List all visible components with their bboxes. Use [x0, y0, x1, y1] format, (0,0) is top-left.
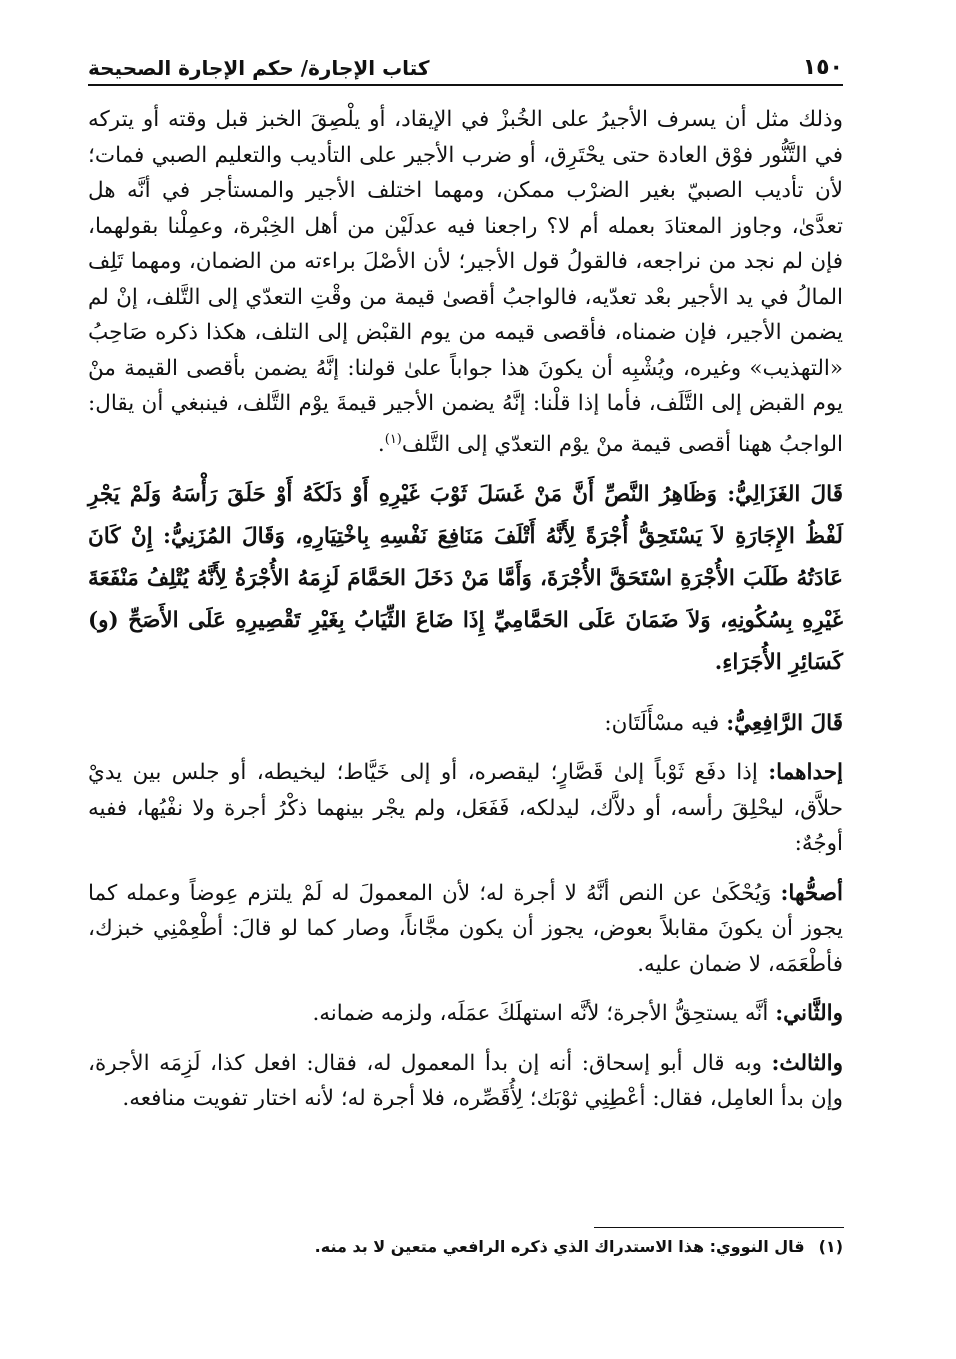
most-correct-label: أصحُّها: — [780, 880, 843, 906]
footnote-reference: (١) — [384, 431, 402, 447]
second-view-label: والثَّاني: — [775, 1001, 843, 1027]
first-issue-label: إحداهما: — [768, 760, 843, 786]
most-correct-text: وَيُحْكَىٰ عن النص أنَّهُ لا أجرة له؛ لأن المعمولَ له لَمْ يلتزم عِوضاً وعمله كما يجوز أن يكونَ مقابلاً بعوض، يجوز أن يكون مجَّاناً، وصار كما لو قالَ: أطْعِمْنِي خبزك، فأطْعَمَه، لا ضمان عليه. — [88, 880, 843, 977]
page-number: ١٥٠ — [802, 55, 843, 80]
footnote-mark: (١) — [818, 1237, 843, 1256]
page-header — [88, 40, 843, 86]
paragraph-third-view — [88, 1046, 843, 1117]
rafii-label: قَالَ الرَّافِعِيُّ: — [726, 710, 843, 736]
running-title: كتاب الإجارة/ حكم الإجارة الصحيحة — [88, 56, 430, 80]
page-content — [88, 40, 843, 1117]
paragraph-first-issue — [88, 755, 843, 862]
first-issue-text: إذا دفَع ثَوْباً إلىٰ قَصَّارٍ؛ ليقصره، أو إلى خَيَّاط؛ ليخيطه، أو جلس بين يديْ حلاَّق، ليحْلِقَ رأسه، أو دلاَّك، ليدلكه، فَفَعَل، ولم يجْر بينهما ذكْرُ أجرة ولا نفْيُها، ففيه أوجُهٌ: — [88, 760, 843, 857]
ghazali-quote: قَالَ الغَزَالِيُّ: وَظَاهِرُ النَّصِّ أَنَّ مَنْ غَسَلَ ثَوْبَ غَيْرِهِ أَوْ دَلَكَهُ أَوْ حَلَقَ رَأْسَهُ وَلَمْ يَجْرِ لَفْظُ الإِجَارَةِ لاَ يَسْتَحِقُّ أُجْرَةً لِأَنَّهُ أَتْلَفَ مَنَافِعَ نَفْسِهِ بِاخْتِيَارِهِ، وَقَالَ المُزَنِيُّ: إِنْ كَانَ عَادَتُهُ طَلَبَ الأُجْرَةِ اسْتَحَقَّ الأُجْرَةَ، وَأَمَّا مَنْ دَخَلَ الحَمَّامَ لَزِمَهُ الأُجْرَةُ لِأَنَّهُ يُتْلِفُ مَنْفَعَةَ غَيْرِهِ بِسُكُونِهِ، وَلاَ ضَمَانَ عَلَى الحَمَّامِيِّ إِذَا ضَاعَ الثِّيَابُ بِغَيْرِ تَقْصِيرِهِ عَلَى الأَصَحِّ (و) كَسَائِرِ الأُجَرَاءِ. — [88, 482, 843, 676]
footnote-text: قال النووي: هذا الاستدراك الذي ذكره الرافعي متعين لا بد منه. — [314, 1237, 805, 1256]
paragraph-second-view — [88, 996, 843, 1032]
footnote-separator — [594, 1227, 844, 1228]
paragraph-commentary — [88, 102, 843, 462]
rafii-heading — [88, 706, 843, 742]
rafii-text: فيه مسْأَلَتَان: — [604, 710, 727, 736]
third-view-text: وبه قال أبو إسحاق: أنه إن بدأ المعمول له، فقال: افعل كذا، لَزِمَه الأجرة، وإن بدأ العامِل، فقال: أعْطِنِي ثوْبَك؛ لِأُقَصِّره، فلا أجرة له؛ لأنه اختار تفويت منافعه. — [88, 1050, 843, 1112]
second-view-text: أنَّه يستحِقُّ الأجرة؛ لأنَّه استهلَكَ عمَلَه، ولزمه ضمانه. — [312, 1001, 776, 1027]
paragraph-most-correct — [88, 876, 843, 983]
third-view-label: والثالث: — [771, 1050, 843, 1076]
paragraph-text: وذلك مثل أن يسرف الأجيرُ على الخُبزْ في الإيقاد، أو يلْصِقَ الخبز قبل وقته أو يتركه في التَّنُّور فوْق العادة حتى يحْتَرِق، أو ضرب الأجير على التأديب والتعليم الصبي فمات؛ لأن تأديب الصبيّ بغير الضرْب ممكن، ومهما اختلف الأجير والمستأجر في أنَّه هل تعدَّىٰ، وجاوز المعتادَ بعمله أم لا؟ راجعنا فيه عدلَيْن من أهل الخِبْرة، وعمِلْنا بقولهما، فإن لم نجد من نراجعه، فالقولُ قول الأجير؛ لأن الأصْلَ براءته من الضمان، ومهما تَلِف المالُ في يد الأجير بعْد تعدّيه، فالواجبُ أقصىٰ قيمة من وقْتِ التعدّي إلى التَّلف، إنْ لم يضمن الأجير، فإن ضمناه، فأقصى قيمه من يوم القبْض إلى التلف، هكذا ذكره صَاحِبُ «التهذيب» وغيره، ويُشْبِه أن يكونَ هذا جواباً علىٰ قولنا: إنَّهُ يضمن بأقصى القيمة منْ يوم القبض إلى التَّلَف، فأما إذا قلْنا: إنَّهُ يضمن الأجير قيمةَ يوْم التَّلف، فينبغي أن يقال: الواجبُ ههنا أقصى قيمة منْ يوْم التعدّي إلى التَّلف — [88, 107, 843, 457]
paragraph-end: . — [377, 431, 385, 457]
footnote — [315, 1237, 843, 1256]
